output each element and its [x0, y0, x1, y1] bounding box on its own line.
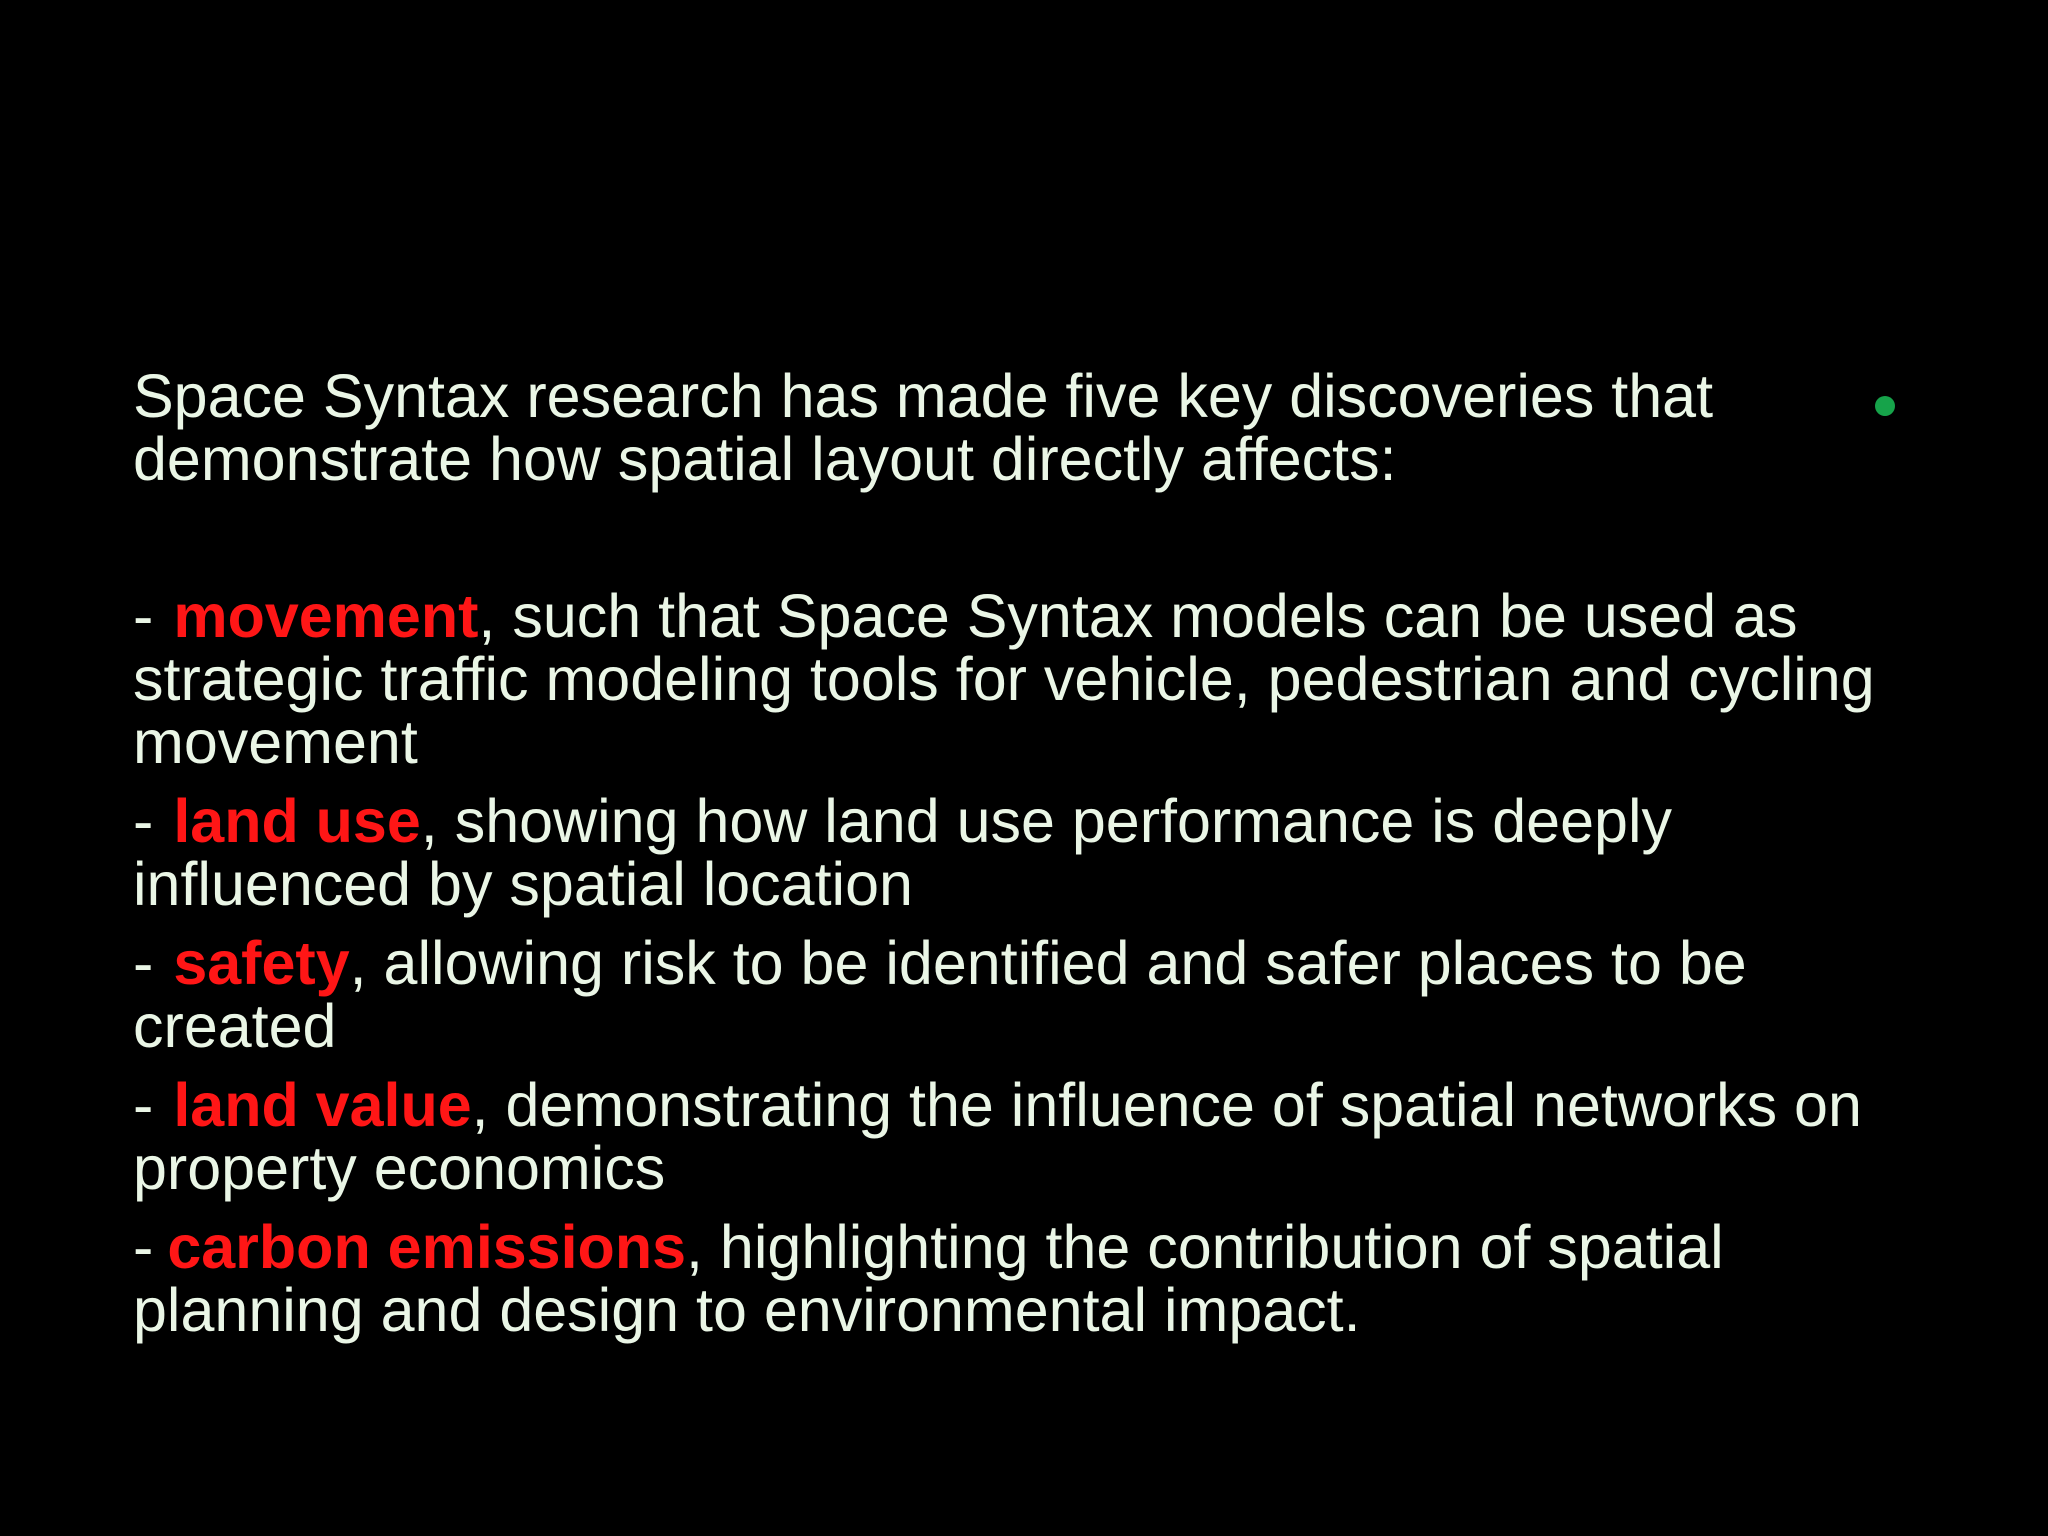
- discovery-item-land-use: [133, 787, 1943, 918]
- dash-marker: -: [133, 582, 154, 650]
- intro-text: Space Syntax research has made five key discoveries that demonstrate how spatial layout directly affects:: [133, 362, 1714, 493]
- discovery-item-movement: [133, 582, 1943, 776]
- dash-marker: -: [133, 787, 154, 855]
- safety-description: , allowing risk to be identified and safer places to be created: [133, 929, 1747, 1060]
- dash-marker: -: [133, 1213, 154, 1281]
- movement-description: , such that Space Syntax models can be used as strategic traffic modeling tools for vehicle, pedestrian and cycling movement: [133, 582, 1875, 776]
- keyword-movement: movement: [173, 582, 479, 650]
- keyword-land-use: land use: [173, 787, 421, 855]
- slide-content: [133, 362, 1943, 1344]
- dash-marker: -: [133, 929, 154, 997]
- land-value-description: , demonstrating the influence of spatial networks on property economics: [133, 1071, 1862, 1202]
- discovery-list: [133, 582, 1943, 1344]
- keyword-safety: safety: [173, 929, 350, 997]
- keyword-carbon-emissions: carbon emissions: [167, 1213, 687, 1281]
- discovery-item-safety: [133, 929, 1943, 1060]
- discovery-item-land-value: [133, 1071, 1943, 1202]
- land-use-description: , showing how land use performance is deeply influenced by spatial location: [133, 787, 1673, 918]
- discovery-item-carbon-emissions: [133, 1213, 1943, 1344]
- dash-marker: -: [133, 1071, 154, 1139]
- keyword-land-value: land value: [173, 1071, 472, 1139]
- carbon-emissions-description: , highlighting the contribution of spatial planning and design to environmental impact.: [133, 1213, 1724, 1344]
